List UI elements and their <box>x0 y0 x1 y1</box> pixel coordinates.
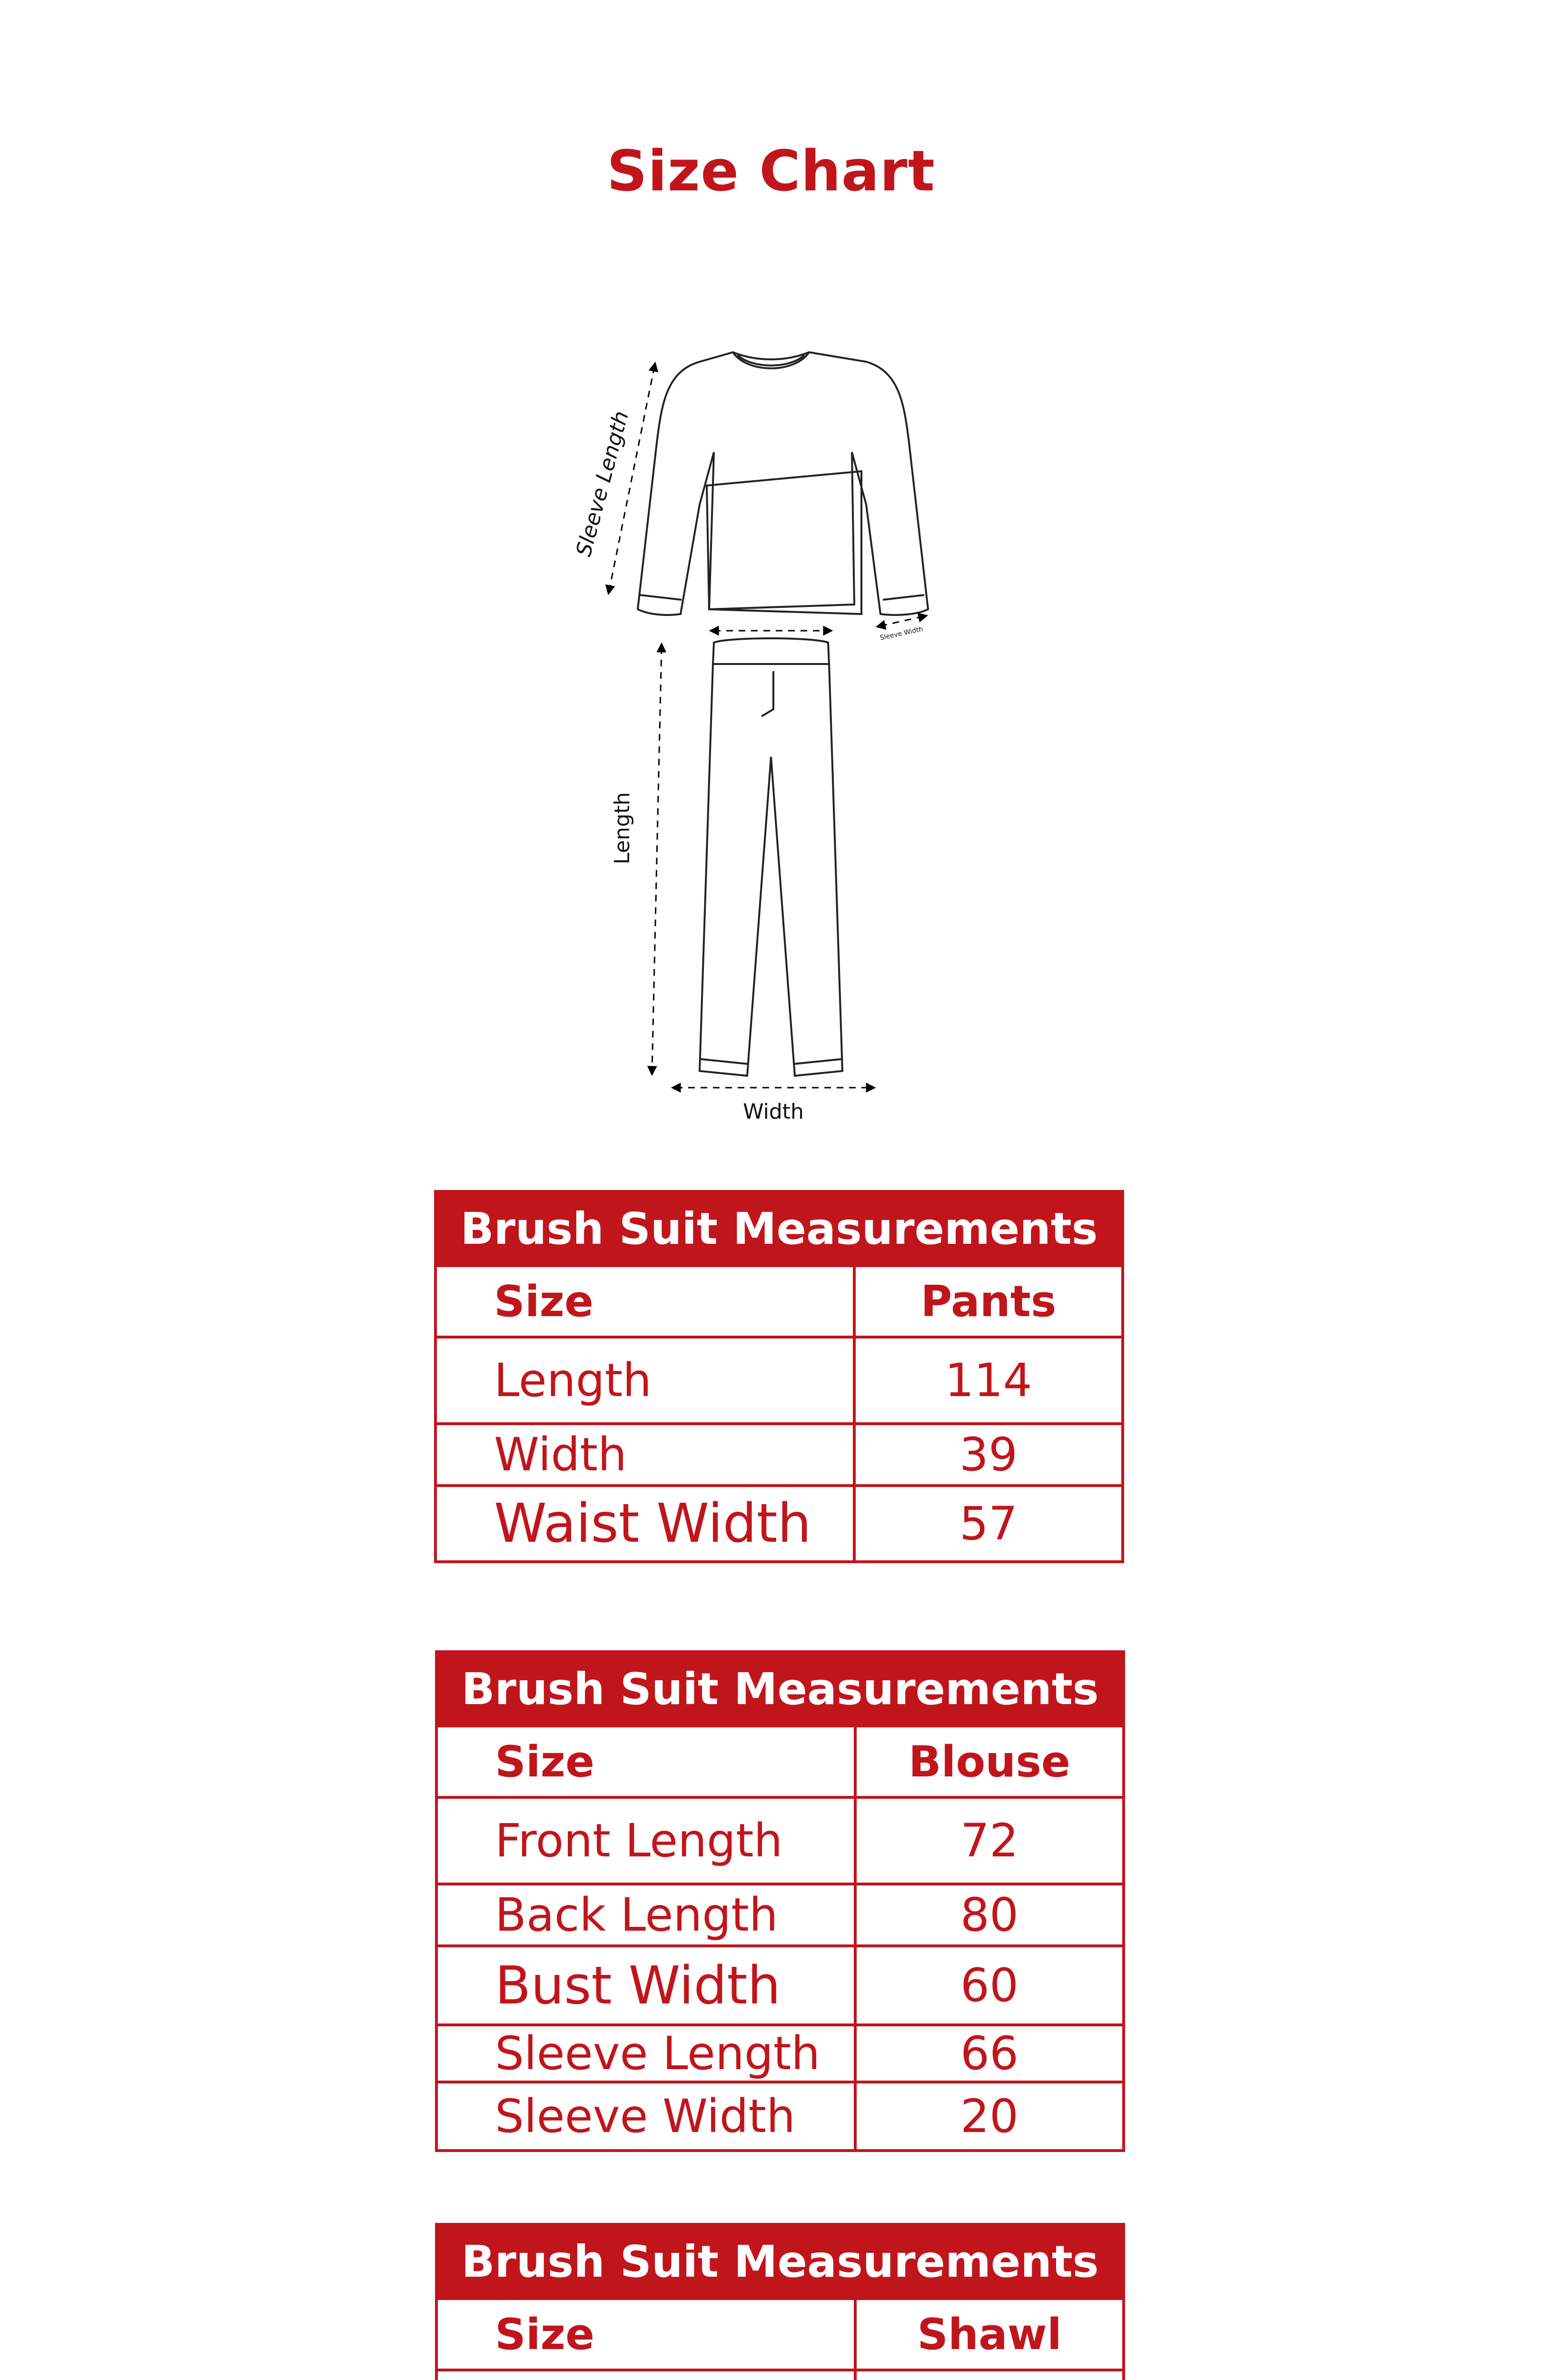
pants-drawing <box>700 638 842 1076</box>
blouse-measurements-table <box>435 1650 1125 2152</box>
table-caption: Brush Suit Measurements <box>435 1191 1123 1266</box>
row-value: 60 <box>855 1946 1124 2025</box>
table-row <box>435 1424 1123 1486</box>
pants-legs <box>700 664 842 1076</box>
table-row <box>435 1337 1123 1424</box>
pants-header: Pants <box>854 1266 1123 1337</box>
length-label: Length <box>610 792 634 864</box>
table-row <box>436 2370 1124 2380</box>
pants-measurements-table <box>434 1190 1124 1563</box>
shawl-header: Shawl <box>855 2299 1124 2370</box>
row-value: 57 <box>854 1486 1123 1562</box>
garment-illustration <box>557 328 985 1138</box>
row-label: Sleeve Length <box>436 2025 855 2082</box>
table-row <box>436 2082 1124 2151</box>
pants-waistband <box>713 638 829 664</box>
width-label: Width <box>743 1100 804 1124</box>
row-label <box>436 2370 855 2380</box>
blouse-hem-flap <box>707 471 861 614</box>
sleeve-length-label: Sleeve Length <box>571 408 634 559</box>
blouse-drawing <box>638 352 928 615</box>
row-label: Waist Width <box>435 1486 854 1562</box>
row-label: Sleeve Width <box>436 2082 855 2151</box>
blouse-cuff-left <box>640 595 682 600</box>
shawl-measurements-table <box>435 2223 1125 2380</box>
table-caption-row <box>436 1652 1124 1726</box>
row-label: Bust Width <box>436 1946 855 2025</box>
pants-hem-right <box>795 1059 841 1064</box>
blouse-cuff-right <box>883 595 924 600</box>
blouse-header: Blouse <box>855 1726 1124 1797</box>
table-caption-row <box>436 2224 1124 2299</box>
table-header-row <box>436 2299 1124 2370</box>
sleeve-width-label: Sleeve Width <box>879 625 924 642</box>
pants-fly <box>761 671 773 716</box>
table-caption-row <box>435 1191 1123 1266</box>
table-row <box>436 1946 1124 2025</box>
page-title: Size Chart <box>606 138 936 204</box>
pants-hem-left <box>701 1059 747 1064</box>
row-label: Length <box>435 1337 854 1424</box>
row-value <box>855 2370 1124 2380</box>
table-row <box>436 1797 1124 1884</box>
table-row <box>435 1486 1123 1562</box>
size-header: Size <box>436 1726 855 1797</box>
table-caption: Brush Suit Measurements <box>436 1652 1124 1726</box>
row-label: Width <box>435 1424 854 1486</box>
table-header-row <box>436 1726 1124 1797</box>
sleeve-width-line <box>880 616 923 626</box>
table-caption: Brush Suit Measurements <box>436 2224 1124 2299</box>
row-value: 39 <box>854 1424 1123 1486</box>
row-value: 72 <box>855 1797 1124 1884</box>
row-label: Back Length <box>436 1884 855 1946</box>
table-row <box>436 2025 1124 2082</box>
row-value: 66 <box>855 2025 1124 2082</box>
table-header-row <box>435 1266 1123 1337</box>
row-value: 80 <box>855 1884 1124 1946</box>
size-header: Size <box>436 2299 855 2370</box>
measure-lines <box>609 367 923 1088</box>
size-header: Size <box>435 1266 854 1337</box>
length-line <box>652 647 662 1071</box>
row-label: Front Length <box>436 1797 855 1884</box>
table-row <box>436 1884 1124 1946</box>
blouse-body <box>638 352 928 615</box>
row-value: 114 <box>854 1337 1123 1424</box>
row-value: 20 <box>855 2082 1124 2151</box>
